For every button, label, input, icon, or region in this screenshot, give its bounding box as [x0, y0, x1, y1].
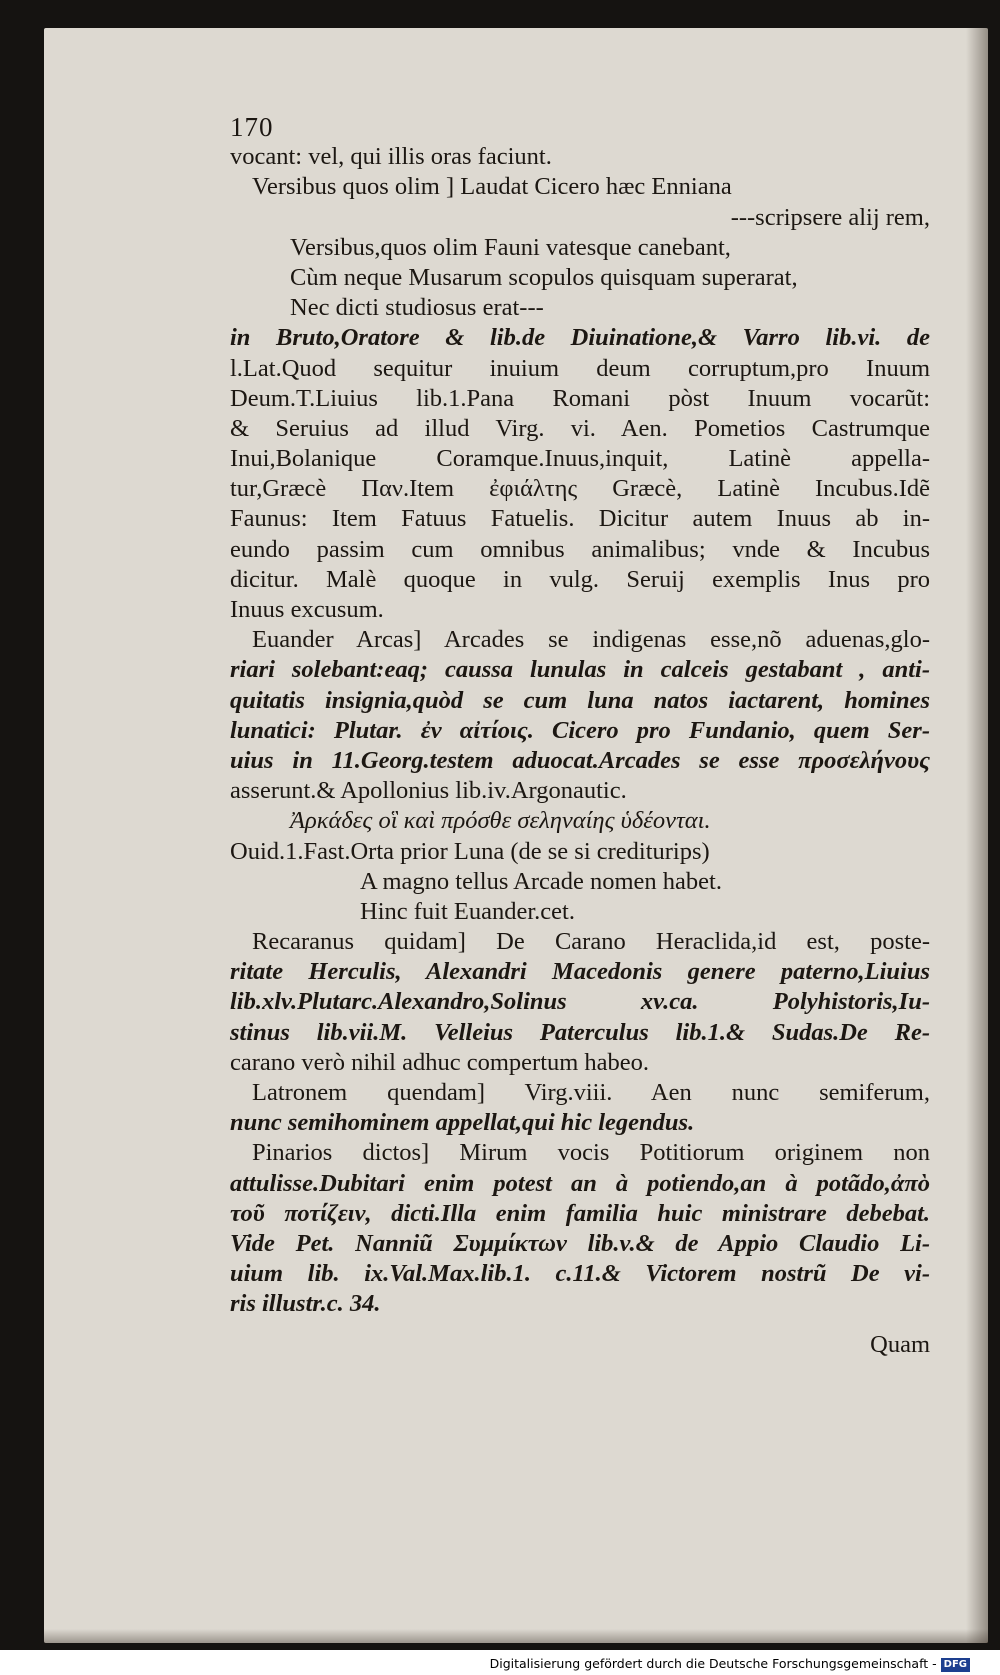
text-line: ---scripsere alij rem,: [730, 203, 930, 231]
text-line: stinus lib.vii.M. Velleius Paterculus lib.1.& Sudas.De Re-: [230, 1018, 930, 1046]
text-line: lunatici: Plutar. ἐν αἰτίοις. Cicero pro Fundanio, quem Ser-: [230, 716, 930, 744]
text-line: Ouid.1.Fast.Orta prior Luna (de se si crediturips): [230, 837, 710, 865]
text-line: quitatis insignia,quòd se cum luna natos iactarent, homines: [230, 686, 930, 714]
text-line: attulisse.Dubitari enim potest an à potiendo,an à potãdo,ἀπὸ: [230, 1169, 930, 1197]
text-line: riari solebant:eaq; caussa lunulas in calceis gestabant , anti-: [230, 656, 930, 684]
text-line: l.Lat.Quod sequitur inuium deum corruptum,pro Inuum: [230, 354, 930, 382]
text-line: ris illustr.c. 34.: [230, 1290, 381, 1318]
text-line: uius in 11.Georg.testem aduocat.Arcades se esse προσελήνους: [230, 746, 930, 774]
text-line: in Bruto,Oratore & lib.de Diuinatione,& Varro lib.vi. de: [230, 324, 930, 352]
text-line: Latronem quendam] Virg.viii. Aen nunc semiferum,: [252, 1079, 930, 1106]
text-line: τοῦ ποτίζειν, dicti.Illa enim familia huic ministrare debebat.: [230, 1199, 930, 1227]
text-line: ritate Herculis, Alexandri Macedonis genere paterno,Liuius: [230, 958, 930, 986]
dfg-logo: DFG: [941, 1658, 970, 1672]
verse-line: Versibus,quos olim Fauni vatesque canebant,: [290, 233, 731, 261]
text-line: Faunus: Item Fatuus Fatuelis. Dicitur autem Inuus ab in-: [230, 505, 930, 533]
text-line: lib.xlv.Plutarc.Alexandro,Solinus xv.ca. Polyhistoris,Iu-: [230, 988, 930, 1016]
footer-credit-text: Digitalisierung gefördert durch die Deutsche Forschungsgemeinschaft -: [489, 1656, 937, 1671]
verse-line: Nec dicti studiosus erat---: [290, 294, 544, 322]
page-number: 170: [230, 112, 274, 142]
text-line: Deum.T.Liuius lib.1.Pana Romani pòst Inuum vocarũt:: [230, 384, 930, 412]
verse-line: A magno tellus Arcade nomen habet.: [360, 867, 722, 895]
text-line: tur,Græcè Παν.Item ἐφιάλτης Græcè, Latinè Incubus.Idẽ: [230, 475, 930, 503]
text-line: Euander Arcas] Arcades se indigenas esse,nõ aduenas,glo-: [252, 626, 930, 654]
text-line: Recaranus quidam] De Carano Heraclida,id est, poste-: [252, 928, 930, 956]
text-line: Vide Pet. Nanniũ Συμμίκτων lib.v.& de Appio Claudio Li-: [230, 1229, 930, 1257]
text-line: eundo passim cum omnibus animalibus; vnde & Incubus: [230, 535, 930, 563]
text-line: dicitur. Malè quoque in vulg. Seruij exemplis Inus pro: [230, 565, 930, 593]
digitization-footer: [0, 1652, 1000, 1675]
text-line: uium lib. ix.Val.Max.lib.1. c.11.& Victorem nostrũ De vi-: [230, 1260, 930, 1288]
page-text: [230, 112, 930, 1360]
page-edge-shadow: [966, 28, 988, 1643]
footer-credit: [490, 1656, 970, 1672]
verse-line: Cùm neque Musarum scopulos quisquam superarat,: [290, 263, 798, 291]
text-line: & Seruius ad illud Virg. vi. Aen. Pometios Castrumque: [230, 414, 930, 442]
verse-line: Hinc fuit Euander.cet.: [360, 897, 575, 925]
text-line: Inui,Bolanique Coramque.Inuus,inquit, Latinè appella-: [230, 445, 930, 473]
page-bottom-shadow: [44, 1629, 988, 1643]
catchword: Quam: [870, 1330, 930, 1358]
text-line: nunc semihominem appellat,qui hic legendus.: [230, 1109, 695, 1137]
text-line: asserunt.& Apollonius lib.iv.Argonautic.: [230, 777, 627, 805]
greek-verse-line: Ἀρκάδες οἳ καὶ πρόσθε σεληναίης ὑδέονται.: [290, 807, 711, 835]
text-line: Versibus quos olim ] Laudat Cicero hæc Enniana: [252, 173, 732, 201]
text-line: carano verò nihil adhuc compertum habeo.: [230, 1048, 650, 1076]
text-line: vocant: vel, qui illis oras faciunt.: [230, 143, 552, 171]
text-line: Inuus excusum.: [230, 596, 384, 623]
text-line: Pinarios dictos] Mirum vocis Potitiorum originem non: [252, 1139, 930, 1167]
